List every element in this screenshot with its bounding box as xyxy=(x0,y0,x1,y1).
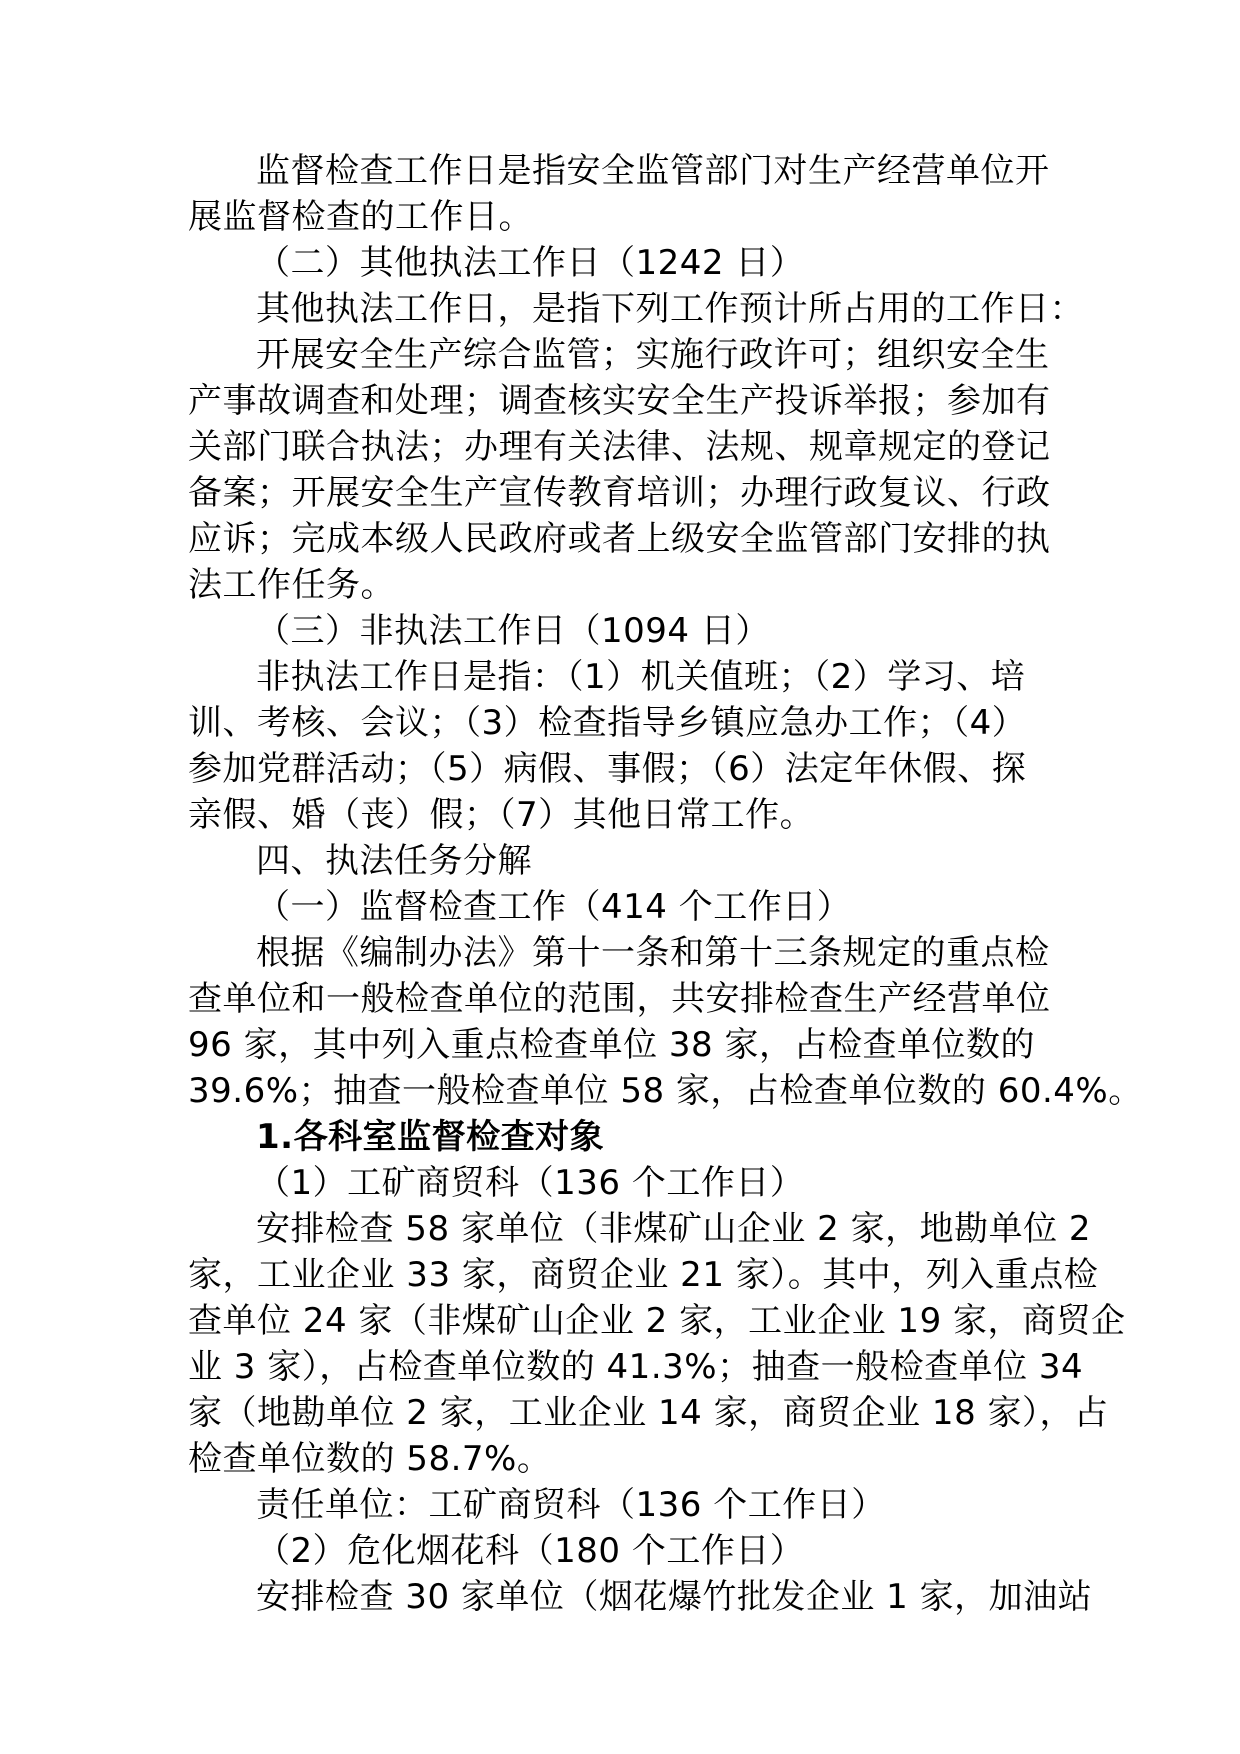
text-line: 参加党群活动；（5）病假、事假；（6）法定年休假、探 xyxy=(188,749,1027,789)
text-line: 备案；开展安全生产宣传教育培训；办理行政复议、行政 xyxy=(188,473,1051,513)
section-heading: （二）其他执法工作日（1242 日） xyxy=(256,243,805,283)
text-line: 应诉；完成本级人民政府或者上级安全监管部门安排的执 xyxy=(188,519,1051,559)
section-heading: （2）危化烟花科（180 个工作日） xyxy=(256,1531,805,1571)
text-line: 其他执法工作日，是指下列工作预计所占用的工作日： xyxy=(256,289,1084,329)
text-line: 检查单位数的 58.7%。 xyxy=(188,1439,552,1479)
text-line: 产事故调查和处理；调查核实安全生产投诉举报；参加有 xyxy=(188,381,1051,421)
text-line: 法工作任务。 xyxy=(188,565,395,605)
text-line: 责任单位：工矿商贸科（136 个工作日） xyxy=(256,1485,886,1525)
text-line: 家，工业企业 33 家，商贸企业 21 家）。其中，列入重点检 xyxy=(188,1255,1099,1295)
text-line: 查单位 24 家（非煤矿山企业 2 家，工业企业 19 家，商贸企 xyxy=(188,1301,1126,1341)
text-line: 监督检查工作日是指安全监管部门对生产经营单位开 xyxy=(256,151,1050,191)
section-heading: （一）监督检查工作（414 个工作日） xyxy=(256,887,852,927)
text-line: 安排检查 58 家单位（非煤矿山企业 2 家，地勘单位 2 xyxy=(256,1209,1092,1249)
text-line: 关部门联合执法；办理有关法律、法规、规章规定的登记 xyxy=(188,427,1051,467)
section-heading: （1）工矿商贸科（136 个工作日） xyxy=(256,1163,805,1203)
text-line: 安排检查 30 家单位（烟花爆竹批发企业 1 家，加油站 xyxy=(256,1577,1093,1617)
document-page xyxy=(188,148,1143,1620)
section-heading: （三）非执法工作日（1094 日） xyxy=(256,611,770,651)
bold-subheading: 1.各科室监督检查对象 xyxy=(256,1117,605,1157)
text-line: 根据《编制办法》第十一条和第十三条规定的重点检 xyxy=(256,933,1050,973)
section-heading: 四、执法任务分解 xyxy=(256,841,532,881)
text-line: 展监督检查的工作日。 xyxy=(188,197,533,237)
text-line: 家（地勘单位 2 家，工业企业 14 家，商贸企业 18 家），占 xyxy=(188,1393,1109,1433)
text-line: 训、考核、会议；（3）检查指导乡镇应急办工作；（4） xyxy=(188,703,1027,743)
text-line: 亲假、婚（丧）假；（7）其他日常工作。 xyxy=(188,795,815,835)
text-line: 非执法工作日是指：（1）机关值班；（2）学习、培 xyxy=(256,657,1026,697)
text-line: 96 家，其中列入重点检查单位 38 家，占检查单位数的 xyxy=(188,1025,1035,1065)
text-line: 业 3 家），占检查单位数的 41.3%；抽查一般检查单位 34 xyxy=(188,1347,1084,1387)
text-line: 查单位和一般检查单位的范围，共安排检查生产经营单位 xyxy=(188,979,1051,1019)
text-line: 开展安全生产综合监管；实施行政许可；组织安全生 xyxy=(256,335,1050,375)
text-line: 39.6%；抽查一般检查单位 58 家，占检查单位数的 60.4%。 xyxy=(188,1071,1143,1111)
